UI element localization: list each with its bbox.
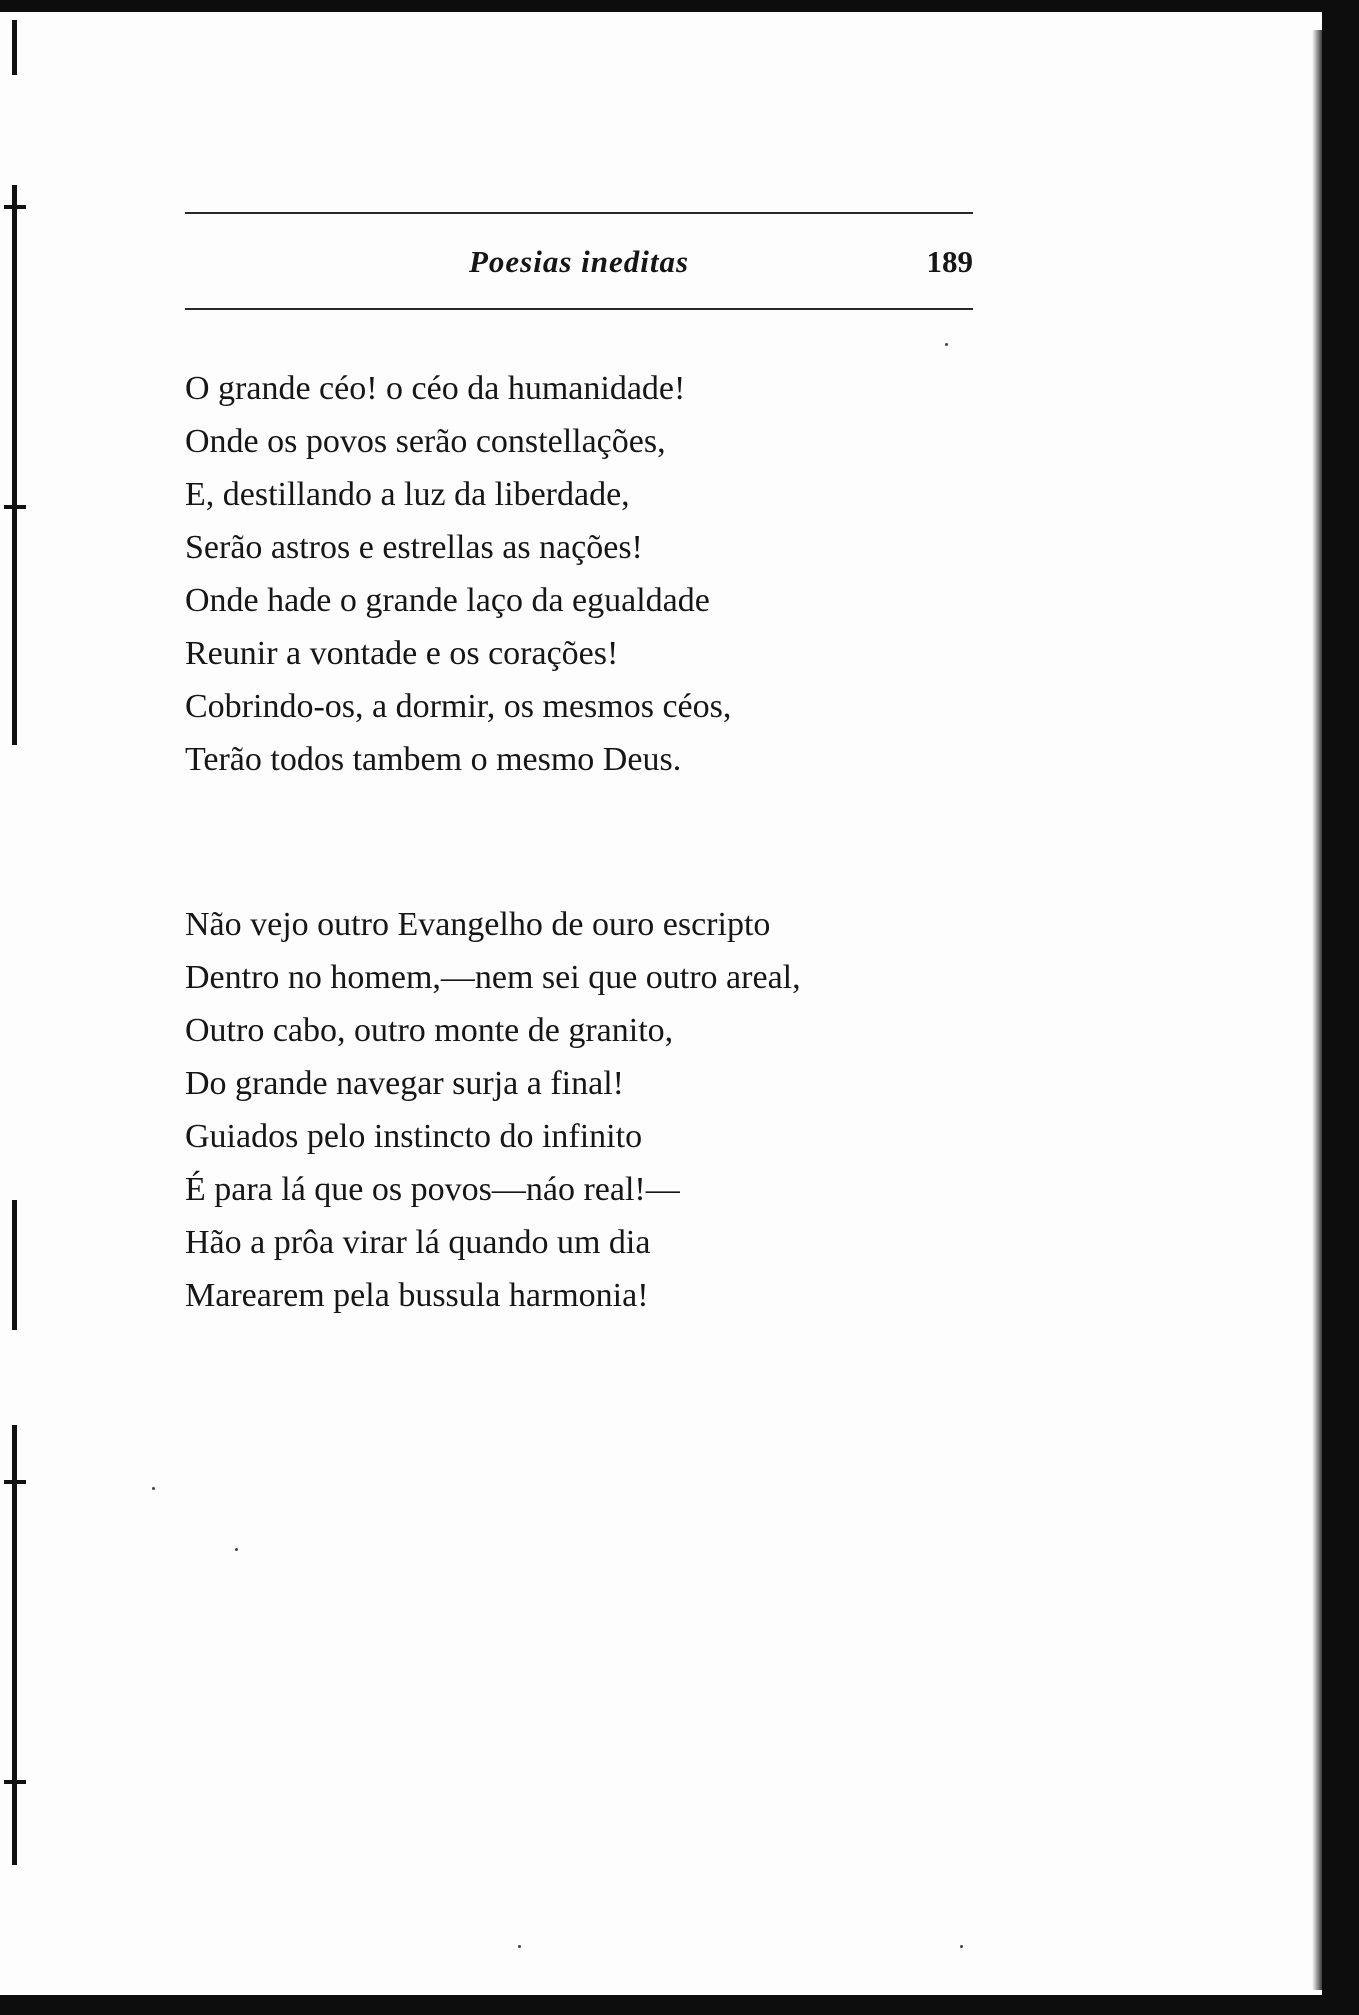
scan-border-top [0, 0, 1359, 12]
scan-speck [518, 1945, 521, 1948]
poem-line: Serão astros e estrellas as nações! [185, 529, 643, 566]
scan-shadow-right [1312, 30, 1322, 1990]
poem-line: Hão a prôa virar lá quando um dia [185, 1224, 651, 1261]
poem-line: O grande céo! o céo da humanidade! [185, 370, 686, 407]
poem-line: Reunir a vontade e os corações! [185, 635, 619, 672]
poem-line: Onde os povos serão constellações, [185, 423, 666, 460]
scan-speck [960, 1945, 963, 1948]
scan-speck [235, 1548, 238, 1551]
binding-tick [4, 205, 26, 209]
binding-mark [12, 1200, 17, 1330]
binding-mark [12, 20, 17, 75]
binding-mark [12, 185, 17, 745]
scan-speck [152, 1487, 155, 1490]
stanza-2 [185, 898, 1065, 1322]
running-head [185, 244, 973, 288]
binding-tick [4, 1480, 26, 1484]
poem-line: Do grande navegar surja a final! [185, 1065, 624, 1102]
scan-border-bottom [0, 1995, 1359, 2015]
page-number: 189 [926, 244, 973, 279]
poem-line: Outro cabo, outro monte de granito, [185, 1012, 674, 1049]
poem-line: Guiados pelo instincto do infinito [185, 1118, 643, 1155]
header-rule-top [185, 212, 973, 214]
binding-mark [12, 1425, 17, 1865]
header-rule-bottom [185, 308, 973, 310]
poem-line: Terão todos tambem o mesmo Deus. [185, 741, 682, 778]
poem-line: É para lá que os povos—náo real!— [185, 1171, 680, 1208]
scan-border-right [1322, 0, 1359, 2015]
scan-speck [945, 343, 948, 346]
poem-line: Onde hade o grande laço da egualdade [185, 582, 710, 619]
poem-line: Marearem pela bussula harmonia! [185, 1277, 649, 1314]
poem-line: Não vejo outro Evangelho de ouro escripto [185, 906, 771, 943]
poem-line: Cobrindo-os, a dormir, os mesmos céos, [185, 688, 732, 725]
poem-line: E, destillando a luz da liberdade, [185, 476, 630, 513]
poem-line: Dentro no homem,—nem sei que outro areal, [185, 959, 801, 996]
binding-tick [4, 1780, 26, 1784]
stanza-1 [185, 362, 1065, 786]
binding-tick [4, 505, 26, 509]
running-title: Poesias ineditas [468, 244, 690, 279]
